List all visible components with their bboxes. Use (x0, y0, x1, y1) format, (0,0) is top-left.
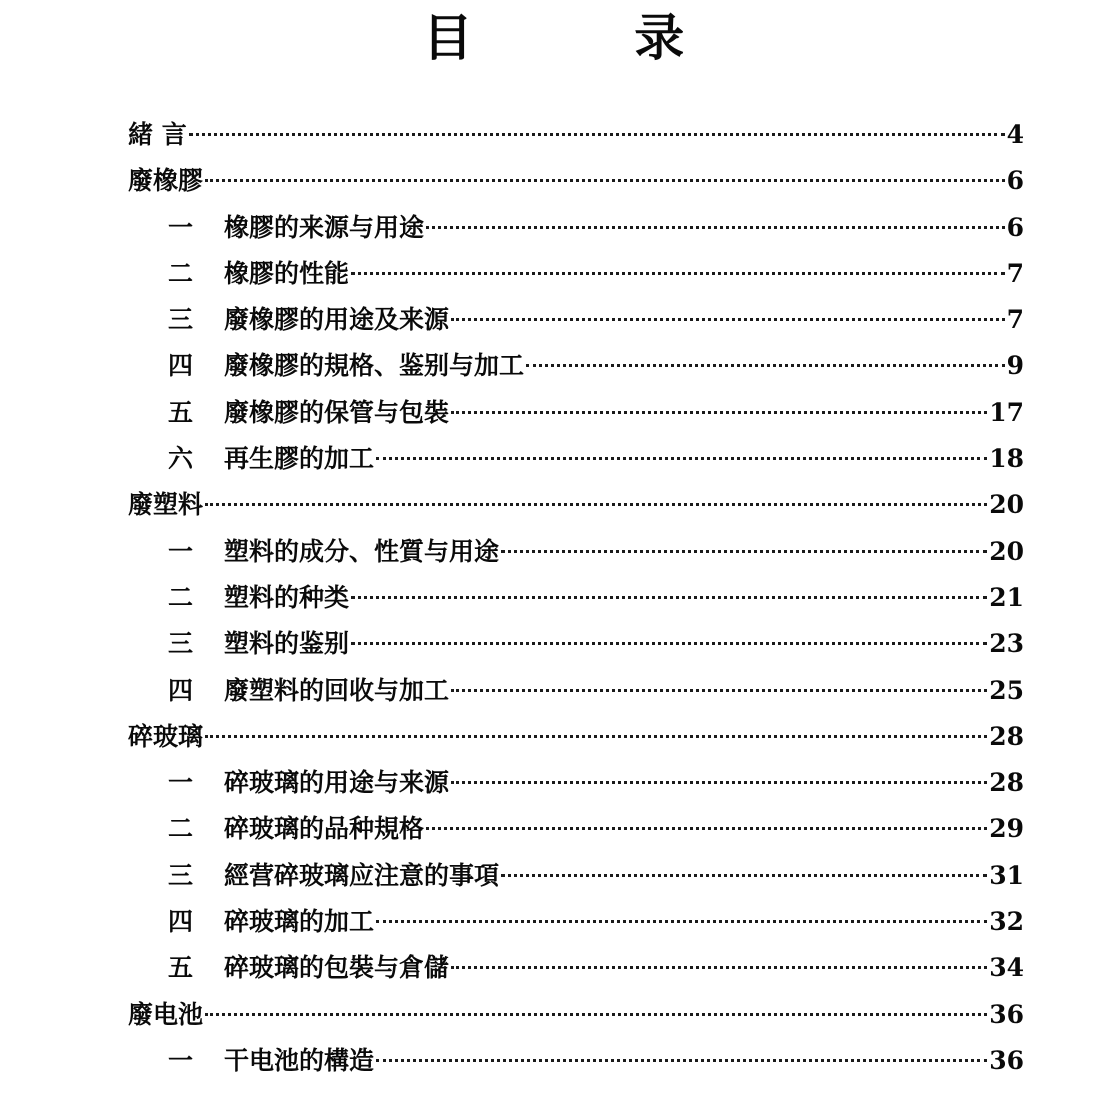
toc-entry (128, 992, 1024, 1038)
toc-entry-title: 廢塑料 (128, 490, 204, 520)
toc-entry-page-number: 23 (989, 629, 1024, 659)
toc-entry-number: 二 (168, 258, 194, 288)
toc-entry-page-number: 7 (1006, 258, 1024, 288)
toc-entry-page-number: 9 (1006, 351, 1024, 381)
dot-leader (426, 827, 987, 830)
toc-entry-number: 五 (168, 953, 194, 983)
page-title: 目 录 (422, 8, 757, 67)
table-of-contents (128, 112, 1024, 1084)
toc-entry-title: 廢橡膠的用途及来源 (224, 305, 450, 335)
toc-entry (128, 806, 1024, 852)
toc-entry-title: 廢橡膠的保管与包裝 (224, 397, 450, 427)
dot-leader (205, 735, 987, 738)
toc-entry (128, 390, 1024, 436)
toc-entry-title: 廢橡膠的規格、鉴别与加工 (224, 351, 525, 381)
toc-entry-title: 廢橡膠 (128, 166, 204, 196)
toc-entry (128, 760, 1024, 806)
toc-entry-title: 碎玻璃 (128, 721, 204, 751)
toc-entry-number: 六 (168, 444, 194, 474)
toc-entry-number: 四 (168, 907, 194, 937)
toc-entry-page-number: 34 (989, 953, 1024, 983)
toc-entry (128, 621, 1024, 667)
toc-entry-title: 碎玻璃的品种規格 (224, 814, 425, 844)
dot-leader (451, 781, 987, 784)
toc-entry (128, 1038, 1024, 1084)
toc-entry-page-number: 4 (1006, 120, 1024, 149)
toc-entry-number: 一 (168, 536, 194, 566)
toc-entry-page-number: 20 (989, 490, 1024, 520)
toc-entry (128, 945, 1024, 991)
toc-entry-page-number: 28 (989, 721, 1024, 751)
toc-entry-page-number: 36 (989, 1045, 1024, 1075)
toc-entry-title: 橡膠的来源与用途 (224, 212, 425, 242)
toc-entry-page-number: 20 (989, 536, 1024, 566)
toc-entry (128, 668, 1024, 714)
dot-leader (351, 272, 1005, 275)
toc-entry-page-number: 6 (1006, 166, 1024, 196)
toc-entry-page-number: 7 (1006, 305, 1024, 335)
toc-entry (128, 575, 1024, 621)
toc-entry-number: 五 (168, 397, 194, 427)
toc-entry-number: 三 (168, 860, 194, 890)
dot-leader (451, 411, 987, 414)
toc-entry-title: 廢电池 (128, 999, 204, 1029)
dot-leader (189, 133, 1005, 136)
toc-entry (128, 899, 1024, 945)
toc-entry-title: 塑料的成分、性質与用途 (224, 536, 500, 566)
toc-entry (128, 482, 1024, 528)
toc-entry-page-number: 36 (989, 999, 1024, 1029)
toc-entry-title: 塑料的鉴别 (224, 629, 350, 659)
dot-leader (376, 457, 987, 460)
toc-entry (128, 714, 1024, 760)
toc-entry-number: 二 (168, 814, 194, 844)
toc-entry-number: 一 (168, 212, 194, 242)
dot-leader (451, 966, 987, 969)
toc-entry-number: 一 (168, 1045, 194, 1075)
toc-entry-page-number: 32 (989, 907, 1024, 937)
toc-entry (128, 436, 1024, 482)
dot-leader (376, 920, 987, 923)
dot-leader (205, 503, 987, 506)
toc-entry-title: 廢塑料的回收与加工 (224, 675, 450, 705)
toc-entry-number: 二 (168, 582, 194, 612)
toc-entry (128, 251, 1024, 297)
toc-entry (128, 853, 1024, 899)
toc-entry-title: 橡膠的性能 (224, 258, 350, 288)
dot-leader (451, 689, 987, 692)
toc-entry-title: 碎玻璃的用途与来源 (224, 768, 450, 798)
dot-leader (526, 364, 1005, 367)
toc-entry (128, 158, 1024, 204)
toc-entry (128, 529, 1024, 575)
toc-entry-page-number: 17 (989, 397, 1024, 427)
dot-leader (351, 642, 987, 645)
toc-entry-page-number: 29 (989, 814, 1024, 844)
toc-entry (128, 297, 1024, 343)
dot-leader (426, 226, 1005, 229)
toc-entry-number: 三 (168, 629, 194, 659)
toc-entry (128, 205, 1024, 251)
toc-entry (128, 343, 1024, 389)
toc-entry-number: 四 (168, 351, 194, 381)
toc-entry-title: 再生膠的加工 (224, 444, 375, 474)
dot-leader (501, 874, 987, 877)
dot-leader (376, 1059, 987, 1062)
toc-entry-page-number: 28 (989, 768, 1024, 798)
toc-entry (128, 112, 1024, 158)
dot-leader (501, 550, 987, 553)
toc-entry-title: 經营碎玻璃应注意的事項 (224, 860, 500, 890)
toc-entry-title: 碎玻璃的加工 (224, 907, 375, 937)
dot-leader (205, 1013, 987, 1016)
toc-entry-title: 塑料的种类 (224, 582, 350, 612)
dot-leader (351, 596, 987, 599)
toc-entry-title: 緒 言 (128, 120, 187, 149)
toc-entry-page-number: 21 (989, 582, 1024, 612)
dot-leader (205, 179, 1005, 182)
toc-entry-page-number: 31 (989, 860, 1024, 890)
toc-entry-page-number: 6 (1006, 212, 1024, 242)
toc-entry-title: 碎玻璃的包裝与倉儲 (224, 953, 450, 983)
toc-entry-number: 三 (168, 305, 194, 335)
toc-entry-page-number: 18 (989, 444, 1024, 474)
toc-entry-title: 干电池的構造 (224, 1045, 375, 1075)
dot-leader (451, 318, 1005, 321)
toc-entry-page-number: 25 (989, 675, 1024, 705)
toc-entry-number: 一 (168, 768, 194, 798)
toc-entry-number: 四 (168, 675, 194, 705)
